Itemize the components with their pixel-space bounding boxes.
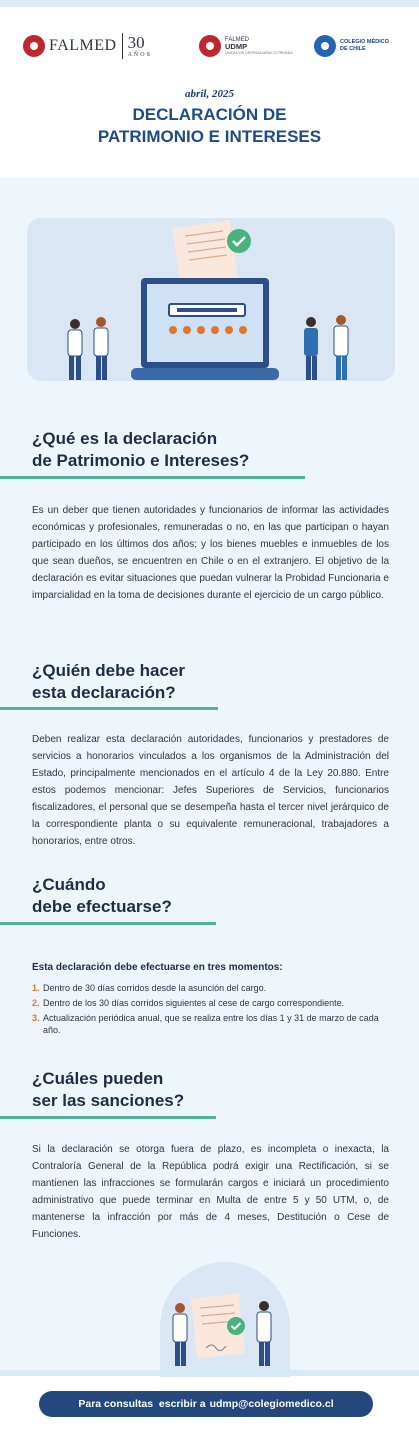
anniversary-mark bbox=[128, 34, 152, 58]
check-badge-icon bbox=[227, 229, 251, 253]
udmp-wordmark bbox=[225, 37, 293, 56]
moments-list bbox=[32, 982, 392, 1039]
section-title-quien-line-2: esta declaración? bbox=[32, 683, 176, 702]
laptop-illustration bbox=[131, 278, 279, 380]
udmp-subtext: UNIDAD DE DEFENSA MÉDICO PRIVADA bbox=[225, 50, 293, 55]
list-item-text: Actualización periódica anual, que se realiza entre los días 1 y 31 de marzo de cada año. bbox=[43, 1013, 379, 1035]
contact-label: Para consultas escribir a bbox=[78, 1398, 206, 1410]
contact-email-link[interactable]: udmp@colegiomedico.cl bbox=[209, 1398, 334, 1410]
anniversary-years: AÑOS bbox=[127, 52, 152, 58]
section-body-sanciones: Si la declaración se otorga fuera de plazo, es incompleta o inexacta, la Contraloría General de la República podrá exigir una Rectificación, si se mantienen las infracciones se formularán cargos e iniciará un procedimiento administrativo que puede terminar en Multa de entre 5 y 50 UTM, o, de mantenerse la infracción por más de 4 meses, Destitución o Cese de Funciones. bbox=[32, 1144, 389, 1240]
section-title-quien bbox=[32, 660, 185, 704]
section-lead-cuando: Esta declaración debe efectuarse en tres momentos: bbox=[32, 962, 283, 973]
list-item-number: 2. bbox=[32, 998, 40, 1008]
section-body-quien: Deben realizar esta declaración autoridades, funcionarios y prestadores de servicios a honorarios vinculados a los organismos de la Administración del Estado, principalmente mencionados en el artículo 4 de la Ley 20.880. Entre estos podemos mencionar: Jefes Superiores de Servicios, funcionarios fiscalizadores, el personal que se desempeña hasta el tercer nivel jerárquico de la correspondiente planta o su equivalente remuneracional, trabajadores a honorarios, entre otros. bbox=[32, 734, 389, 847]
section-title-que-line-1: ¿Qué es la declaración bbox=[32, 429, 218, 448]
section-rule-quien bbox=[0, 707, 218, 710]
udmp-logo bbox=[199, 24, 293, 68]
bottom-illustration bbox=[160, 1286, 290, 1376]
falmed-30-logo bbox=[23, 24, 152, 68]
list-item-number: 3. bbox=[32, 1013, 40, 1023]
udmp-seal-icon bbox=[199, 35, 221, 57]
nurse-figure bbox=[304, 317, 318, 380]
page-title-line-2: PATRIMONIO E INTERESES bbox=[97, 127, 322, 146]
list-item-text: Dentro de 30 días corridos desde la asunción del cargo. bbox=[43, 983, 267, 993]
falmed-wordmark: FALMED bbox=[49, 37, 117, 54]
colegio-seal-icon bbox=[314, 35, 336, 57]
logo-divider bbox=[122, 33, 123, 59]
section-rule-que bbox=[0, 476, 305, 479]
section-title-quien-line-1: ¿Quién debe hacer bbox=[32, 661, 186, 680]
section-title-que-line-2: de Patrimonio e Intereses? bbox=[32, 451, 250, 470]
section-title-sanciones-line-2: ser las sanciones? bbox=[32, 1091, 185, 1110]
top-accent-bar bbox=[0, 0, 419, 7]
section-rule-sanciones bbox=[0, 1116, 216, 1119]
doctor-figure-1 bbox=[68, 319, 82, 380]
publication-date: abril, 2025 bbox=[185, 88, 234, 100]
section-body-que: Es un deber que tienen autoridades y funcionarios de informar las actividades económicas y profesionales, remuneradas o no, en las que participan o hayan participado en los últimos dos años; y los bienes muebles e inmuebles de los que sean dueños, se encuentren en Chile o en el extranjero. El objetivo de la declaración es evitar situaciones que puedan vulnerar la Probidad Funcionaria e imparcialidad en la toma de decisiones durante el ejercicio de un cargo público. bbox=[32, 505, 389, 601]
list-item bbox=[32, 1012, 392, 1036]
falmed-seal-icon bbox=[23, 35, 45, 57]
list-item-number: 1. bbox=[32, 983, 40, 993]
doctor-figure-right bbox=[257, 1301, 271, 1366]
colegio-wordmark: COLEGIO MÉDICO DE CHILE bbox=[340, 39, 389, 52]
udmp-top-text: FALMED bbox=[225, 36, 250, 43]
section-title-cuando-line-2: debe efectuarse? bbox=[32, 897, 172, 916]
list-item bbox=[32, 982, 392, 994]
page-title bbox=[0, 104, 419, 148]
doctor-figure-2 bbox=[94, 317, 108, 380]
doctor-figure-3 bbox=[334, 315, 348, 380]
section-title-que bbox=[32, 428, 249, 472]
check-badge-icon bbox=[227, 1317, 245, 1335]
contact-banner bbox=[39, 1391, 373, 1417]
section-title-cuando bbox=[32, 874, 172, 918]
colegio-medico-logo bbox=[314, 24, 392, 68]
list-item bbox=[32, 997, 392, 1009]
doctor-figure-left bbox=[173, 1303, 187, 1366]
bottom-accent-stripe bbox=[0, 1370, 419, 1376]
page-title-line-1: DECLARACIÓN DE bbox=[132, 105, 287, 124]
list-item-text: Dentro de los 30 días corridos siguientes al cese de cargo correspondiente. bbox=[43, 998, 345, 1008]
section-rule-cuando bbox=[0, 922, 216, 925]
udmp-text: UDMP bbox=[225, 42, 248, 52]
section-title-sanciones-line-1: ¿Cuáles pueden bbox=[32, 1069, 164, 1088]
section-title-cuando-line-1: ¿Cuándo bbox=[32, 875, 106, 894]
logo-header bbox=[0, 24, 419, 68]
section-title-sanciones bbox=[32, 1068, 184, 1112]
anniversary-number: 30 bbox=[127, 33, 145, 52]
hero-illustration bbox=[27, 196, 395, 391]
